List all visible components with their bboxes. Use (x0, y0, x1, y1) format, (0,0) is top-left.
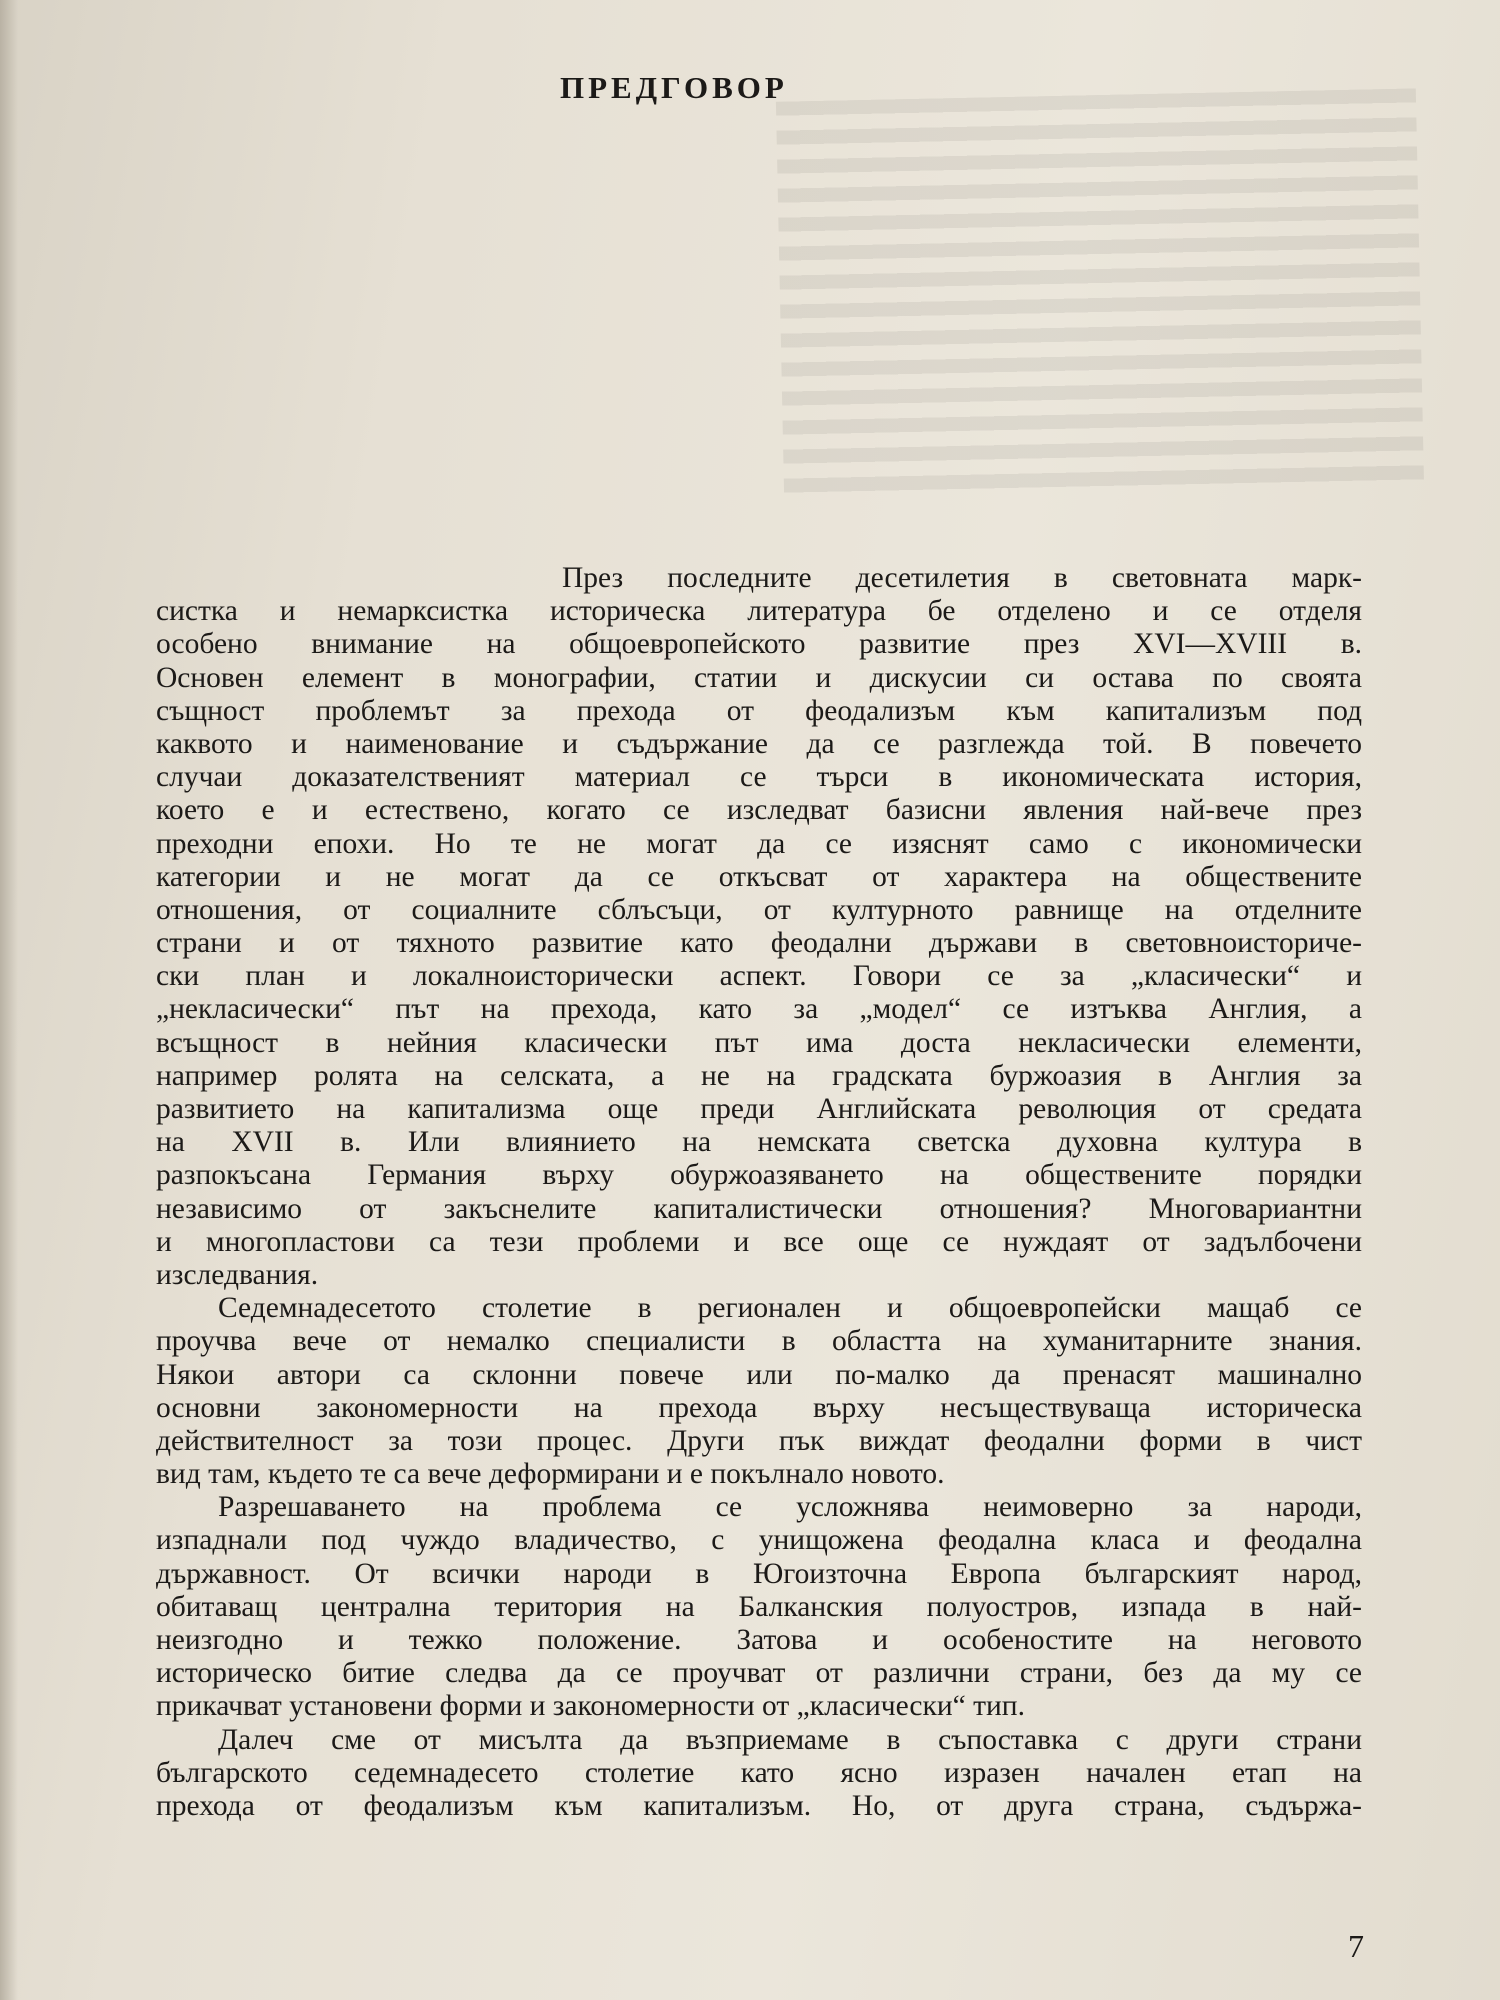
text-line: вид там, където те са вече деформирани и е покълнало новото. (156, 1458, 945, 1491)
text-line: отношения, от социалните сблъсъци, от културното равнище на отделните (156, 893, 1362, 926)
text-line: Седемнадесетото столетие в регионален и общоевропейски мащаб се (218, 1292, 1362, 1325)
text-line: обитаващ централна територия на Балканския полуостров, изпада в най- (156, 1590, 1362, 1623)
text-line: случаи доказателственият материал се търси в икономическата история, (156, 761, 1362, 794)
text-line: Далеч сме от мисълта да възприемаме в съпоставка с други страни (218, 1723, 1362, 1756)
text-line: което е и естествено, когато се изследват базисни явления най-вече през (156, 794, 1362, 827)
text-line: категории и не могат да се откъсват от характера на обществените (156, 860, 1362, 893)
text-line: например ролята на селската, а не на градската буржоазия в Англия за (156, 1059, 1362, 1092)
page-number: 7 (1348, 1928, 1364, 1964)
text-line: действителност за този процес. Други пък виждат феодални форми в чист (156, 1424, 1362, 1457)
text-line: През последните десетилетия в световната марк- (562, 562, 1362, 594)
text-line: същност проблемът за прехода от феодализъм към капитализъм под (156, 694, 1362, 727)
text-line: страни и от тяхното развитие като феодални държави в световноистoриче- (156, 927, 1362, 960)
text-line: систка и немарксистка историческа литература бе отделено и се отделя (156, 595, 1362, 628)
text-line: прехода от феодализъм към капитализъм. Но, от друга страна, съдържа- (156, 1789, 1362, 1822)
text-line: българското седемнадесето столетие като ясно изразен начален етап на (156, 1756, 1362, 1789)
text-line: изпаднали под чуждо владичество, с унищожена феодална класа и феодална (156, 1524, 1362, 1557)
text-line: на XVII в. Или влиянието на немската светска духовна култура в (156, 1126, 1362, 1159)
text-line: всъщност в нейния класически път има доста некласически елементи, (156, 1026, 1362, 1059)
text-line: неизгодно и тежко положение. Затова и особеностите на неговото (156, 1624, 1362, 1656)
text-line: изследвания. (156, 1258, 319, 1291)
text-line: историческо битие следва да се проучват от различни страни, без да му се (156, 1657, 1362, 1690)
text-line: преходни епохи. Но те не могат да се изяснят само с икономически (156, 827, 1362, 860)
page-heading: ПРЕДГОВОР (560, 70, 788, 105)
bleed-through-texture (776, 88, 1424, 501)
text-line: разпокъсана Германия върху обуржоазяването на обществените порядки (156, 1159, 1362, 1192)
body-text (156, 562, 1362, 1823)
text-line: независимо от закъснелите капиталистически отношения? Многовариантни (156, 1192, 1362, 1225)
text-line: държавност. От всички народи в Югоизточна Европа българският народ, (156, 1557, 1362, 1590)
text-line: особено внимание на общоевропейското развитие през XVI—XVIII в. (156, 628, 1362, 661)
text-line: Някои автори са склонни повече или по-малко да пренасят машинално (156, 1358, 1362, 1391)
text-line: Разрешаването на проблема се усложнява неимоверно за народи, (218, 1491, 1362, 1524)
text-line: основни закономерности на прехода върху несъществуваща историческа (156, 1391, 1362, 1424)
text-line: развитието на капитализма още преди Английската революция от средата (156, 1093, 1362, 1125)
text-line: ски план и локалноисторически аспект. Говори се за „класически“ и (156, 960, 1362, 993)
text-line: Основен елемент в монографии, статии и дискусии си остава по своята (156, 661, 1362, 694)
text-line: прикачват установени форми и закономерности от „класически“ тип. (156, 1690, 1025, 1723)
text-line: каквото и наименование и съдържание да се разглежда той. В повечето (156, 727, 1362, 760)
text-line: проучва вече от немалко специалисти в областта на хуманитарните знания. (156, 1325, 1362, 1358)
text-line: и многопластови са тези проблеми и все още се нуждаят от задълбочени (156, 1225, 1362, 1258)
text-line: „некласически“ път на прехода, като за „модел“ се изтъква Англия, а (156, 993, 1362, 1026)
